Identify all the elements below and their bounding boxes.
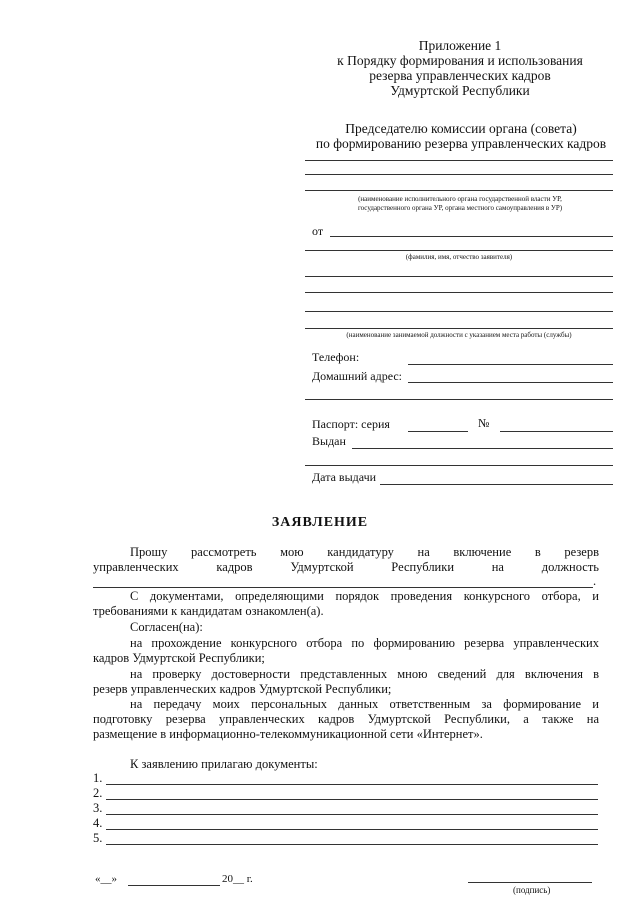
statement-line: на прохождение конкурсного отбора по формированию резерва управленческих xyxy=(130,636,599,650)
statement-line: резерв управленческих кадров Удмуртской Республики; xyxy=(93,682,392,696)
desired-position-field[interactable] xyxy=(93,587,593,588)
signature-caption: (подпись) xyxy=(513,885,551,895)
applicant-name-line[interactable] xyxy=(330,236,613,237)
date-field[interactable] xyxy=(128,885,220,886)
statement-title: ЗАЯВЛЕНИЕ xyxy=(271,515,369,530)
position-line[interactable] xyxy=(305,311,613,312)
address-field[interactable] xyxy=(305,399,613,400)
organ-caption-line: (наименование исполнительного органа государственной власти УР, xyxy=(358,195,562,203)
statement-line: требованиями к кандидатам ознакомлен(а). xyxy=(93,604,324,618)
document-number: 5. xyxy=(93,831,103,845)
statement-line: управленческих кадров Удмуртской Республики на должность xyxy=(93,560,599,574)
addressee-line: Председателю комиссии органа (совета) xyxy=(345,121,577,136)
issued-label: Выдан xyxy=(312,434,346,448)
document-number: 4. xyxy=(93,816,103,830)
organ-caption-line: государственного органа УР, органа местного самоуправления в УР) xyxy=(357,204,563,212)
applicant-name-line[interactable] xyxy=(305,250,613,251)
statement-line: С документами, определяющими порядок проведения конкурсного отбора, и xyxy=(130,589,599,603)
statement-line: Прошу рассмотреть мою кандидатуру на включение в резерв xyxy=(130,545,599,559)
addressee-line: по формированию резерва управленческих кадров xyxy=(315,136,607,151)
issued-by-field[interactable] xyxy=(352,448,613,449)
documents-intro: К заявлению прилагаю документы: xyxy=(130,757,318,771)
statement-line: на передачу моих персональных данных ответственным за формирование и xyxy=(130,697,599,711)
statement-line: кадров Удмуртской Республики; xyxy=(93,651,265,665)
period-mark: . xyxy=(593,574,597,588)
address-field[interactable] xyxy=(408,382,613,383)
phone-label: Телефон: xyxy=(312,350,360,364)
organ-line[interactable] xyxy=(305,174,613,175)
agree-label: Согласен(на): xyxy=(130,620,203,634)
address-label: Домашний адрес: xyxy=(312,369,403,383)
appendix-line: Удмуртской Республики xyxy=(390,83,530,98)
passport-series-label: Паспорт: серия xyxy=(312,417,390,431)
document-field[interactable] xyxy=(106,844,598,845)
position-line[interactable] xyxy=(305,276,613,277)
addressee-block xyxy=(306,121,616,151)
organ-line[interactable] xyxy=(305,160,613,161)
from-label: от xyxy=(312,224,324,238)
appendix-line: к Порядку формирования и использования xyxy=(337,53,583,68)
issue-date-label: Дата выдачи xyxy=(312,470,377,484)
fio-caption: (фамилия, имя, отчество заявителя) xyxy=(405,253,513,261)
position-line[interactable] xyxy=(305,328,613,329)
statement-line: на проверку достоверности представленных мною сведений для включения в xyxy=(130,667,599,681)
document-number: 3. xyxy=(93,801,103,815)
position-line[interactable] xyxy=(305,292,613,293)
passport-number-label: № xyxy=(478,416,490,430)
appendix-block xyxy=(310,38,610,98)
issued-by-field[interactable] xyxy=(305,465,613,466)
organ-line[interactable] xyxy=(305,190,613,191)
document-number: 1. xyxy=(93,771,103,785)
document-field[interactable] xyxy=(106,784,598,785)
document-number: 2. xyxy=(93,786,103,800)
appendix-line: резерва управленческих кадров xyxy=(369,68,551,83)
phone-field[interactable] xyxy=(408,364,613,365)
document-field[interactable] xyxy=(106,829,598,830)
document-field[interactable] xyxy=(106,799,598,800)
issue-date-field[interactable] xyxy=(380,484,613,485)
statement-line: размещение в информационно-телекоммуникационной сети «Интернет». xyxy=(93,727,483,741)
document-field[interactable] xyxy=(106,814,598,815)
statement-line: подготовку резерва управленческих кадров Удмуртской Республики, а также на xyxy=(93,712,599,726)
appendix-title: Приложение 1 xyxy=(418,38,502,53)
signature-field[interactable] xyxy=(468,882,592,883)
date-year: 20__ г. xyxy=(222,873,253,885)
passport-series-field[interactable] xyxy=(408,431,468,432)
position-caption: (наименование занимаемой должности с указанием места работы (службы) xyxy=(346,331,572,339)
organ-caption xyxy=(300,195,620,213)
passport-number-field[interactable] xyxy=(500,431,613,432)
date-open: «__» xyxy=(95,873,117,885)
